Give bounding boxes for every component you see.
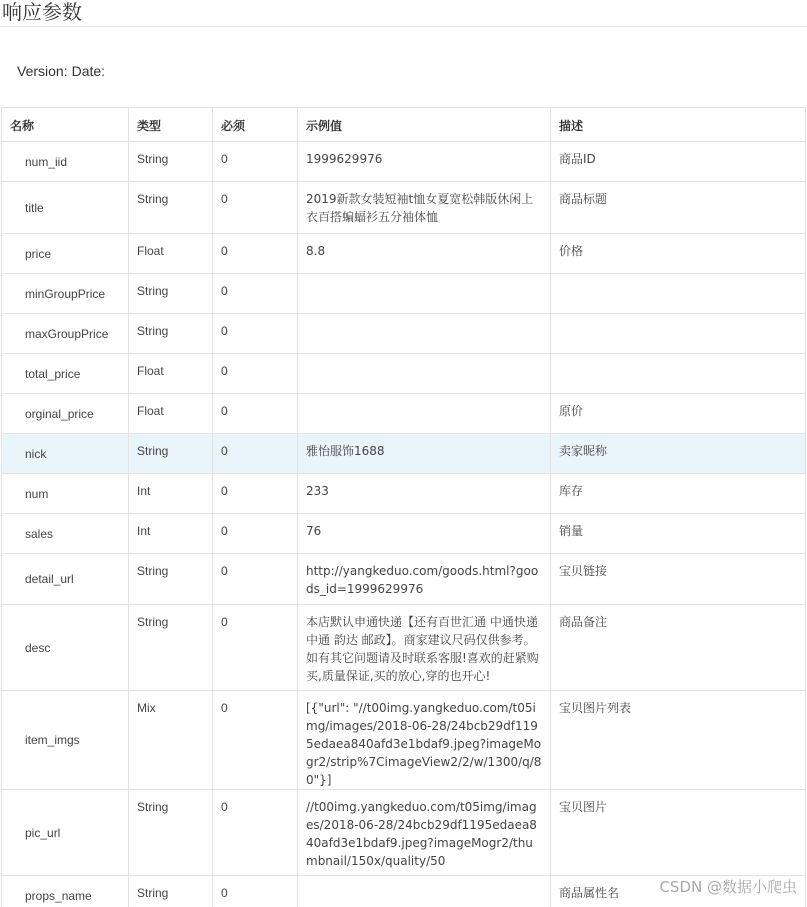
param-name: price bbox=[2, 234, 129, 274]
param-name: title bbox=[2, 182, 129, 234]
param-name: pic_url bbox=[2, 790, 129, 876]
param-description bbox=[551, 314, 806, 354]
param-type: String bbox=[129, 142, 213, 182]
table-header-row bbox=[2, 108, 806, 142]
param-type: String bbox=[129, 314, 213, 354]
version-label: Version: bbox=[17, 63, 68, 79]
param-required: 0 bbox=[213, 182, 298, 234]
param-name: sales bbox=[2, 514, 129, 554]
param-required: 0 bbox=[213, 691, 298, 790]
param-type: String bbox=[129, 605, 213, 691]
param-example: 8.8 bbox=[298, 234, 551, 274]
param-name: num bbox=[2, 474, 129, 514]
param-description: 商品ID bbox=[551, 142, 806, 182]
table-row bbox=[2, 274, 806, 314]
param-name: total_price bbox=[2, 354, 129, 394]
column-header-example: 示例值 bbox=[298, 108, 551, 142]
column-header-name: 名称 bbox=[2, 108, 129, 142]
param-example: 本店默认申通快递【还有百世汇通 中通快递 中通 韵达 邮政】。商家建议尺码仅供参考。如有其它问题请及时联系客服!喜欢的赶紧购买,质量保证,买的放心,穿的也开心! bbox=[298, 605, 551, 691]
param-required: 0 bbox=[213, 142, 298, 182]
table-row bbox=[2, 354, 806, 394]
param-required: 0 bbox=[213, 474, 298, 514]
param-description bbox=[551, 354, 806, 394]
param-description: 商品备注 bbox=[551, 605, 806, 691]
version-info bbox=[17, 63, 109, 79]
param-type: String bbox=[129, 554, 213, 605]
param-type: Float bbox=[129, 394, 213, 434]
param-example bbox=[298, 354, 551, 394]
param-description: 卖家昵称 bbox=[551, 434, 806, 474]
param-description: 商品属性名 bbox=[551, 876, 806, 907]
param-type: Float bbox=[129, 354, 213, 394]
param-name: desc bbox=[2, 605, 129, 691]
param-type: Mix bbox=[129, 691, 213, 790]
param-description: 原价 bbox=[551, 394, 806, 434]
param-name: orginal_price bbox=[2, 394, 129, 434]
param-required: 0 bbox=[213, 605, 298, 691]
param-example: //t00img.yangkeduo.com/t05img/images/2018-06-28/24bcb29df1195edaea840afd3e1bdaf9.jpeg?imageMogr2/thumbnail/150x/quality/50 bbox=[298, 790, 551, 876]
param-example: 1999629976 bbox=[298, 142, 551, 182]
table-row bbox=[2, 434, 806, 474]
param-example: [{"url": "//t00img.yangkeduo.com/t05img/images/2018-06-28/24bcb29df1195edaea840afd3e1bdaf9.jpeg?imageMogr2/strip%7CimageView2/2/w/1300/q/80"}] bbox=[298, 691, 551, 790]
table-row bbox=[2, 514, 806, 554]
column-header-description: 描述 bbox=[551, 108, 806, 142]
param-description: 销量 bbox=[551, 514, 806, 554]
table-row bbox=[2, 474, 806, 514]
param-required: 0 bbox=[213, 434, 298, 474]
param-name: minGroupPrice bbox=[2, 274, 129, 314]
param-type: String bbox=[129, 274, 213, 314]
table-row bbox=[2, 142, 806, 182]
table-row bbox=[2, 234, 806, 274]
param-example: 76 bbox=[298, 514, 551, 554]
param-example bbox=[298, 314, 551, 354]
param-example bbox=[298, 876, 551, 907]
param-description bbox=[551, 274, 806, 314]
param-required: 0 bbox=[213, 394, 298, 434]
param-description: 宝贝链接 bbox=[551, 554, 806, 605]
param-type: Int bbox=[129, 514, 213, 554]
param-example: http://yangkeduo.com/goods.html?goods_id=1999629976 bbox=[298, 554, 551, 605]
param-name: maxGroupPrice bbox=[2, 314, 129, 354]
param-name: nick bbox=[2, 434, 129, 474]
param-description: 价格 bbox=[551, 234, 806, 274]
param-type: Float bbox=[129, 234, 213, 274]
date-label: Date: bbox=[71, 63, 106, 79]
param-name: detail_url bbox=[2, 554, 129, 605]
param-required: 0 bbox=[213, 354, 298, 394]
param-name: item_imgs bbox=[2, 691, 129, 790]
page-title: 响应参数 bbox=[0, 0, 807, 27]
param-example bbox=[298, 394, 551, 434]
param-required: 0 bbox=[213, 514, 298, 554]
param-name: props_name bbox=[2, 876, 129, 907]
param-example bbox=[298, 274, 551, 314]
table-row bbox=[2, 790, 806, 876]
param-name: num_iid bbox=[2, 142, 129, 182]
param-description: 宝贝图片 bbox=[551, 790, 806, 876]
param-description: 商品标题 bbox=[551, 182, 806, 234]
param-example: 233 bbox=[298, 474, 551, 514]
column-header-required: 必须 bbox=[213, 108, 298, 142]
table-row bbox=[2, 605, 806, 691]
param-required: 0 bbox=[213, 314, 298, 354]
param-required: 0 bbox=[213, 274, 298, 314]
param-required: 0 bbox=[213, 790, 298, 876]
watermark: CSDN @数据小爬虫 bbox=[659, 878, 797, 896]
param-type: String bbox=[129, 790, 213, 876]
param-type: String bbox=[129, 182, 213, 234]
param-example: 雅怡服饰1688 bbox=[298, 434, 551, 474]
param-required: 0 bbox=[213, 554, 298, 605]
table-row bbox=[2, 182, 806, 234]
table-row bbox=[2, 554, 806, 605]
table-row bbox=[2, 691, 806, 790]
param-type: String bbox=[129, 876, 213, 907]
table-row bbox=[2, 394, 806, 434]
param-type: Int bbox=[129, 474, 213, 514]
param-description: 宝贝图片列表 bbox=[551, 691, 806, 790]
param-required: 0 bbox=[213, 234, 298, 274]
column-header-type: 类型 bbox=[129, 108, 213, 142]
response-params-table bbox=[1, 107, 806, 907]
param-type: String bbox=[129, 434, 213, 474]
param-example: 2019新款女装短袖t恤女夏宽松韩版休闲上衣百搭蝙蝠衫五分袖体恤 bbox=[298, 182, 551, 234]
param-description: 库存 bbox=[551, 474, 806, 514]
table-row bbox=[2, 314, 806, 354]
param-required: 0 bbox=[213, 876, 298, 907]
